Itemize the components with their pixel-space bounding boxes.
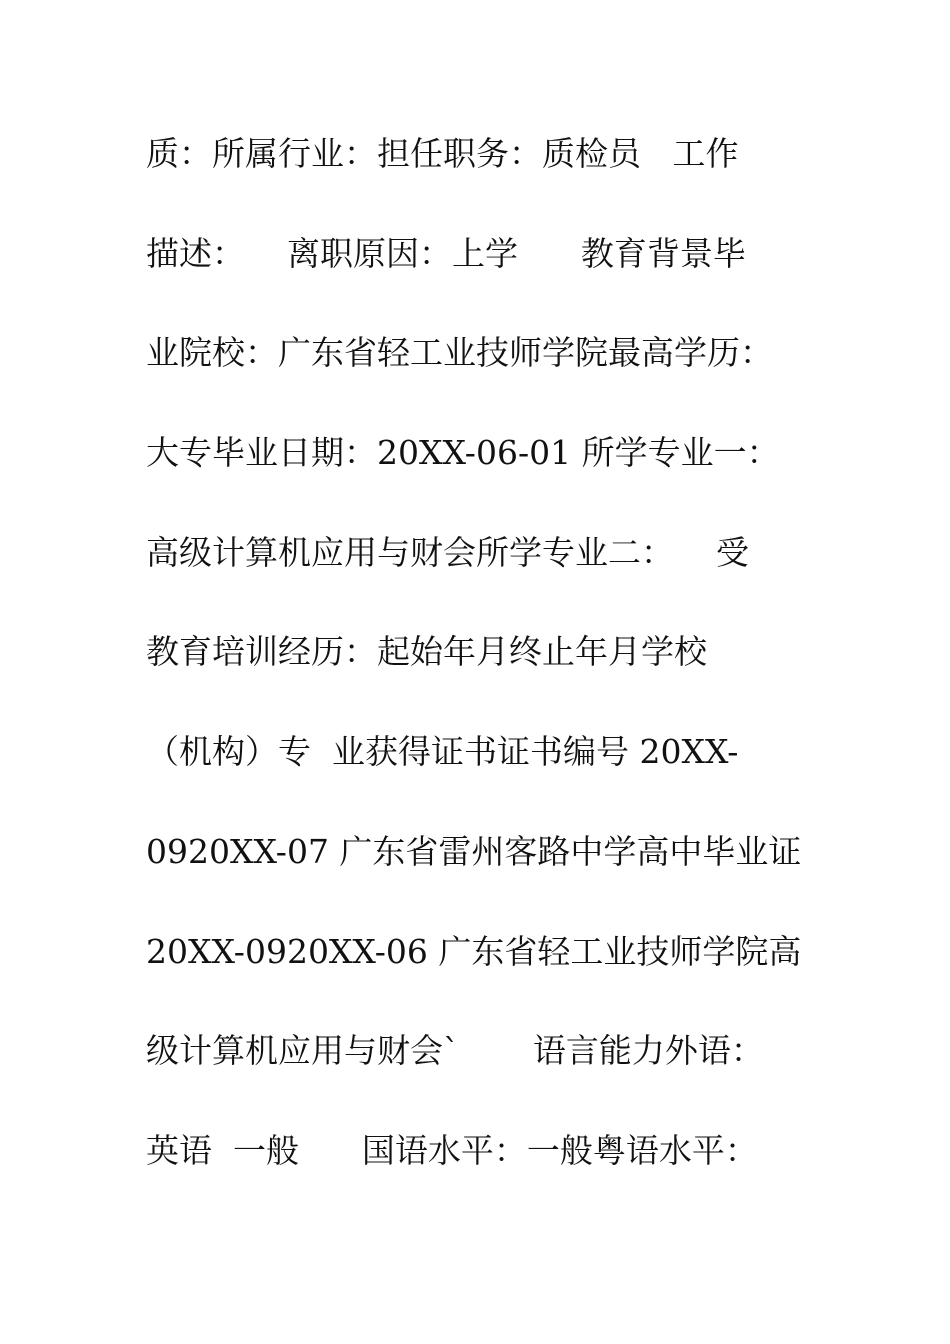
text-line: 级计算机应用与财会` 语言能力外语：: [146, 1031, 764, 1071]
text-line: 高级计算机应用与财会所学专业二： 受: [146, 532, 749, 572]
text-line: 描述： 离职原因：上学 教育背景毕: [146, 233, 746, 273]
resume-text-block: [146, 128, 826, 1225]
text-line: （机构）专 业获得证书证书编号 20XX-: [146, 732, 739, 772]
text-line: 0920XX-07 广东省雷州客路中学高中毕业证: [146, 831, 802, 871]
text-line: 教育培训经历：起始年月终止年月学校: [146, 632, 707, 672]
text-line: 大专毕业日期：20XX-06-01 所学专业一：: [146, 433, 780, 473]
text-line: 质：所属行业：担任职务：质检员 工作: [146, 134, 739, 173]
text-line: 英语 一般 国语水平：一般粤语水平：: [146, 1130, 758, 1170]
text-line: 业院校：广东省轻工业技师学院最高学历：: [146, 333, 773, 373]
text-line: 20XX-0920XX-06 广东省轻工业技师学院高: [146, 931, 802, 971]
